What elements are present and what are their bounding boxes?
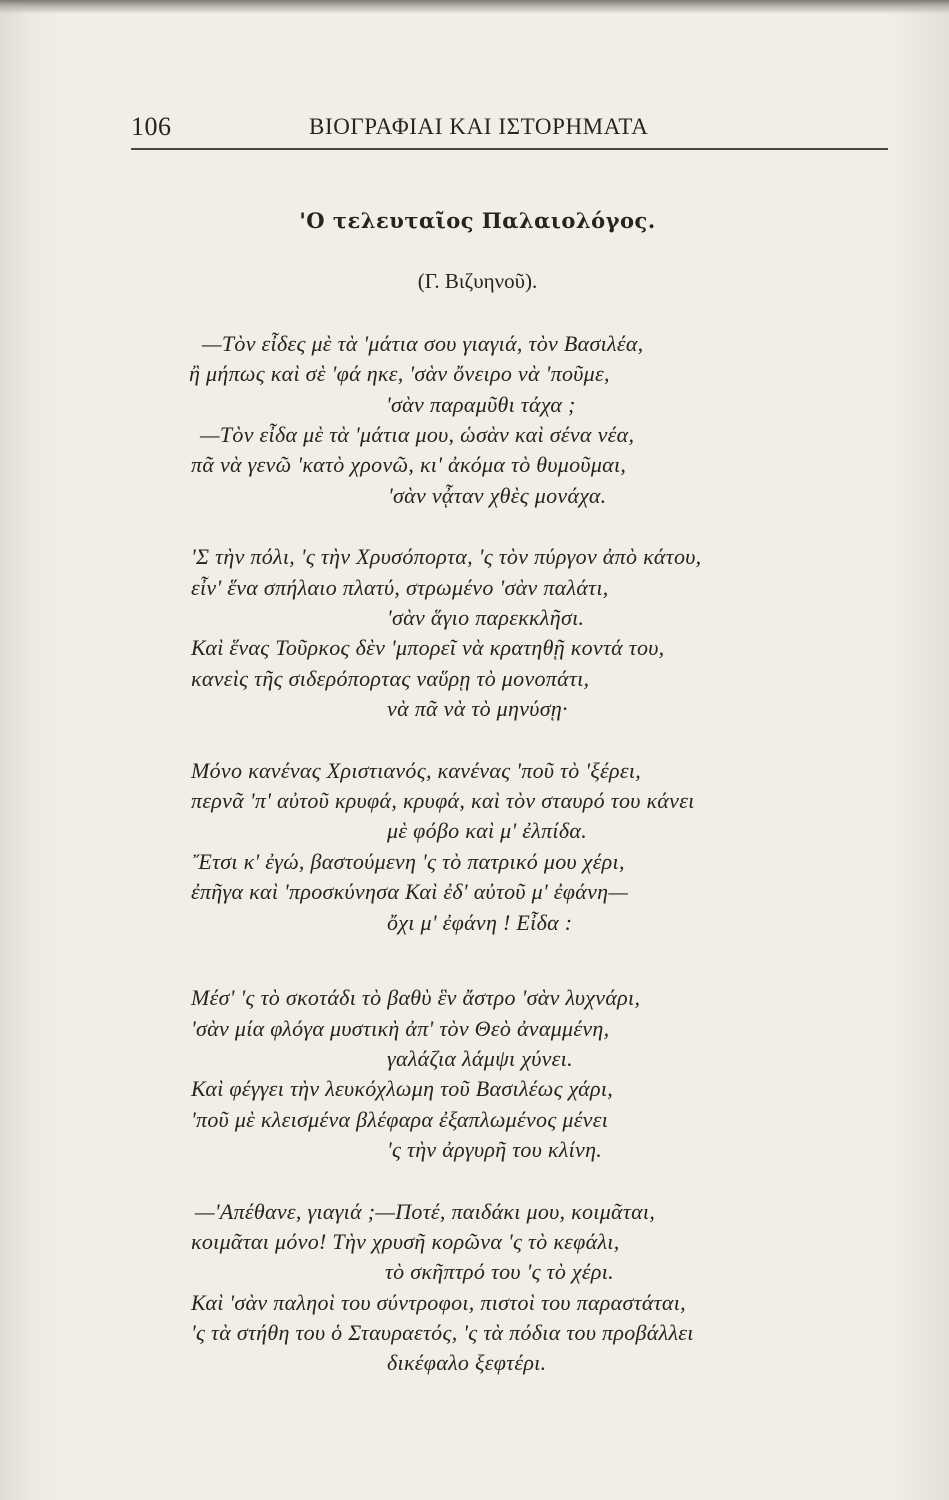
poem-line: 'σὰν ἅγιο παρεκκλῆσι. — [387, 605, 585, 630]
poem-line: 'σὰν παραμῦθι τάχα ; — [386, 392, 576, 417]
poem-line: —Τὸν εἶδες μὲ τὰ 'μάτια σου γιαγιά, τὸν Βασιλέα, — [202, 331, 644, 356]
poem-line: Μέσ' 'ς τὸ σκοτάδι τὸ βαθὺ ἓν ἄστρο 'σὰν λυχνάρι, — [191, 985, 641, 1010]
poem-line: τὸ σκῆπτρό του 'ς τὸ χέρι. — [385, 1259, 614, 1284]
header-rule — [131, 148, 888, 150]
poem-line: μὲ φόβο καὶ μ' ἐλπίδα. — [387, 818, 588, 843]
poem-line: νὰ πᾶ νὰ τὸ μηνύσῃ· — [387, 696, 568, 721]
poem-line: περνᾶ 'π' αὐτοῦ κρυφά, κρυφά, καὶ τὸν σταυρό του κάνει — [191, 788, 695, 813]
poem-line: πᾶ νὰ γενῶ 'κατὸ χρονῶ, κι' ἀκόμα τὸ θυμοῦμαι, — [191, 452, 627, 477]
page-number: 106 — [131, 112, 172, 141]
poem-line: γαλάζια λάμψι χύνει. — [387, 1046, 573, 1071]
poem-line: 'ποῦ μὲ κλεισμένα βλέφαρα ἐξαπλωμένος μένει — [191, 1107, 609, 1132]
poem-line: 'σὰν νᾆταν χθὲς μονάχα. — [388, 483, 607, 508]
poem-line: 'σὰν μία φλόγα μυστικὴ ἀπ' τὸν Θεὸ ἀναμμένη, — [191, 1016, 610, 1041]
poem-line: 'Σ τὴν πόλι, 'ς τὴν Χρυσόπορτα, 'ς τὸν πύργον ἀπὸ κάτου, — [191, 544, 702, 569]
poem-line: Ἔτσι κ' ἐγώ, βαστούμενη 'ς τὸ πατρικό μου χέρι, — [193, 849, 625, 874]
poem-line: Καὶ ἕνας Τοῦρκος δὲν 'μπορεῖ νὰ κρατηθῇ κοντά του, — [191, 635, 665, 660]
poem-line: ἐπῆγα καὶ 'προσκύνησα Καὶ ἐδ' αὐτοῦ μ' ἐφάνη— — [191, 879, 629, 904]
poem-line: ἢ μήπως καὶ σὲ 'φά ηκε, 'σὰν ὄνειρο νὰ 'ποῦμε, — [189, 361, 610, 386]
poem-line: Μόνο κανένας Χριστιανός, κανένας 'ποῦ τὸ 'ξέρει, — [191, 758, 642, 783]
page-header — [131, 112, 888, 148]
poem-line: κοιμᾶται μόνο! Τὴν χρυσῆ κορῶνα 'ς τὸ κεφάλι, — [191, 1229, 620, 1254]
poem-line: 'ς τὴν ἀργυρῆ του κλίνη. — [387, 1137, 603, 1162]
poem-line: δικέφαλο ξεφτέρι. — [387, 1350, 547, 1375]
poem-line: ὄχι μ' ἐφάνη ! Εἶδα : — [387, 910, 573, 935]
scan-top-edge — [0, 0, 949, 14]
poem-line: Καὶ φέγγει τὴν λευκόχλωμη τοῦ Βασιλέως χάρι, — [191, 1076, 614, 1101]
poem-line: —Τὸν εἶδα μὲ τὰ 'μάτια μου, ὡσὰν καὶ σένα νέα, — [200, 422, 635, 447]
poem-line: 'ς τὰ στήθη του ὁ Σταυραετός, 'ς τὰ πόδια του προβάλλει — [191, 1320, 694, 1345]
poem-line: εἶν' ἕνα σπήλαιο πλατύ, στρωμένο 'σὰν παλάτι, — [191, 575, 609, 600]
poem-author: (Γ. Βιζυηνοῦ). — [417, 269, 538, 293]
poem-title: 'Ο τελευταῖος Παλαιολόγος. — [299, 208, 656, 233]
running-head: ΒΙΟΓΡΑΦΙΑΙ ΚΑΙ ΙΣΤΟΡΗΜΑΤΑ — [309, 114, 649, 139]
poem-line: Καὶ 'σὰν παληοὶ του σύντροφοι, πιστοὶ του παραστάται, — [191, 1290, 686, 1315]
poem-line: —'Απέθανε, γιαγιά ;—Ποτέ, παιδάκι μου, κοιμᾶται, — [195, 1199, 656, 1224]
poem-line: κανεὶς τῆς σιδερόπορτας ναὕρῃ τὸ μονοπάτι, — [191, 666, 590, 691]
